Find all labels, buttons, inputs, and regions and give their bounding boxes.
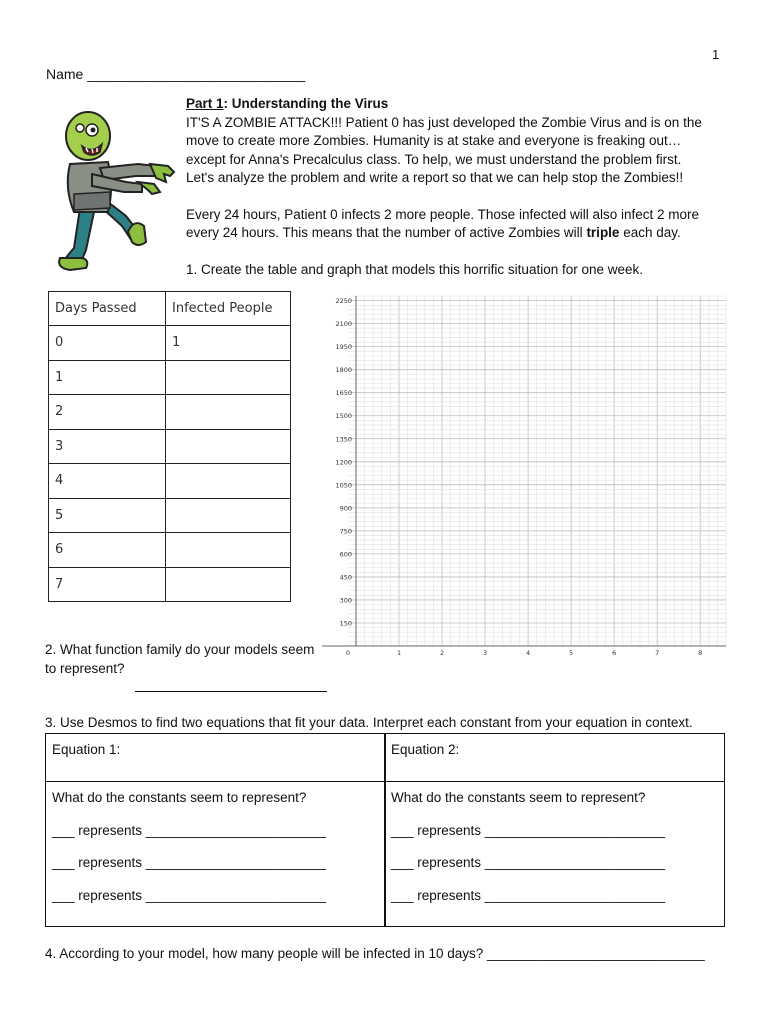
table-row: [49, 395, 291, 430]
infection-rule-line-1: Every 24 hours, Patient 0 infects 2 more people. Those infected will also infect 2 more: [186, 206, 700, 222]
days-cell: 4: [49, 464, 166, 499]
table-header-infected: Infected People: [166, 292, 291, 326]
part1-title: Part 1: Understanding the Virus: [186, 96, 389, 111]
constants-prompt-2: What do the constants seem to represent?: [391, 790, 646, 805]
equation-1-cell[interactable]: Equation 1:: [52, 742, 121, 757]
x-tick-label: 5: [569, 649, 574, 657]
y-tick-label: 750: [339, 527, 352, 536]
origin-label: 0: [345, 649, 351, 657]
intro-line-3: except for Anna's Precalculus class. To help, we must understand the problem first.: [186, 151, 682, 167]
infection-rule-line-2: every 24 hours. This means that the number of active Zombies will triple each day.: [186, 225, 681, 240]
y-tick-label: 1500: [335, 412, 352, 421]
infected-cell[interactable]: 1: [166, 326, 291, 361]
infected-cell[interactable]: [166, 360, 291, 395]
x-tick-label: 4: [526, 649, 531, 657]
days-cell: 7: [49, 567, 166, 602]
y-tick-label: 1950: [335, 343, 352, 352]
table-header-days: Days Passed: [49, 292, 166, 326]
infected-cell[interactable]: [166, 464, 291, 499]
table-row: [49, 567, 291, 602]
y-tick-label: 1350: [335, 435, 352, 444]
infected-cell[interactable]: [166, 395, 291, 430]
represents-blank[interactable]: ___ represents ________________________: [391, 823, 666, 838]
q2-answer-line[interactable]: [135, 690, 327, 692]
y-tick-label: 300: [339, 596, 352, 605]
represents-blank[interactable]: ___ represents ________________________: [391, 855, 666, 870]
part1-intro: [186, 95, 746, 279]
table-row: [49, 326, 291, 361]
days-cell: 3: [49, 429, 166, 464]
infected-cell[interactable]: [166, 498, 291, 533]
x-tick-label: 8: [698, 649, 703, 657]
y-tick-label: 1800: [335, 366, 352, 375]
intro-line-4: Let's analyze the problem and write a report so that we can help stop the Zombies!!: [186, 170, 684, 185]
x-tick-label: 6: [612, 649, 617, 657]
represents-blank[interactable]: ___ represents ________________________: [52, 823, 327, 838]
equations-table: [45, 733, 725, 927]
infected-cell[interactable]: [166, 567, 291, 602]
table-row: [49, 498, 291, 533]
y-tick-label: 150: [339, 619, 352, 628]
days-cell: 2: [49, 395, 166, 430]
page-number: 1: [712, 47, 720, 62]
table-row: [49, 429, 291, 464]
y-tick-label: 1650: [335, 389, 352, 398]
represents-blank[interactable]: ___ represents ________________________: [52, 888, 327, 903]
question-2: 2. What function family do your models seem to represent?: [45, 642, 315, 676]
intro-line-2: move to create more Zombies. Humanity is at stake and everyone is freaking out…: [186, 133, 682, 148]
question-1: 1. Create the table and graph that models this horrific situation for one week.: [186, 261, 644, 277]
days-cell: 6: [49, 533, 166, 568]
x-tick-label: 3: [482, 649, 488, 657]
days-cell: 0: [49, 326, 166, 361]
y-tick-label: 1200: [335, 458, 352, 467]
blank-graph[interactable]: [322, 290, 728, 658]
represents-blank[interactable]: ___ represents ________________________: [52, 855, 327, 870]
table-row: [49, 533, 291, 568]
question-4: 4. According to your model, how many people will be infected in 10 days? _____________________________: [45, 946, 705, 961]
name-field[interactable]: Name ____________________________: [46, 66, 306, 82]
y-tick-label: 600: [339, 550, 352, 559]
infected-cell[interactable]: [166, 429, 291, 464]
y-tick-label: 1050: [335, 481, 352, 490]
infected-cell[interactable]: [166, 533, 291, 568]
y-tick-label: 2100: [335, 320, 352, 329]
y-tick-label: 450: [339, 573, 352, 582]
days-infected-table: [48, 291, 291, 602]
equation-2-cell[interactable]: Equation 2:: [391, 742, 460, 757]
table-row: [49, 360, 291, 395]
x-tick-label: 2: [439, 649, 445, 657]
days-cell: 1: [49, 360, 166, 395]
represents-blank[interactable]: ___ represents ________________________: [391, 888, 666, 903]
x-tick-label: 1: [396, 649, 402, 657]
x-tick-label: 7: [655, 649, 660, 657]
zombie-illustration: [52, 108, 178, 276]
question-3: 3. Use Desmos to find two equations that fit your data. Interpret each constant from your equation in context.: [45, 715, 693, 730]
constants-prompt-1: What do the constants seem to represent?: [52, 790, 307, 805]
y-tick-label: 2250: [335, 297, 352, 306]
days-cell: 5: [49, 498, 166, 533]
y-tick-label: 900: [339, 504, 352, 513]
table-row: [49, 464, 291, 499]
intro-line-1: IT'S A ZOMBIE ATTACK!!! Patient 0 has just developed the Zombie Virus and is on the: [186, 114, 702, 130]
